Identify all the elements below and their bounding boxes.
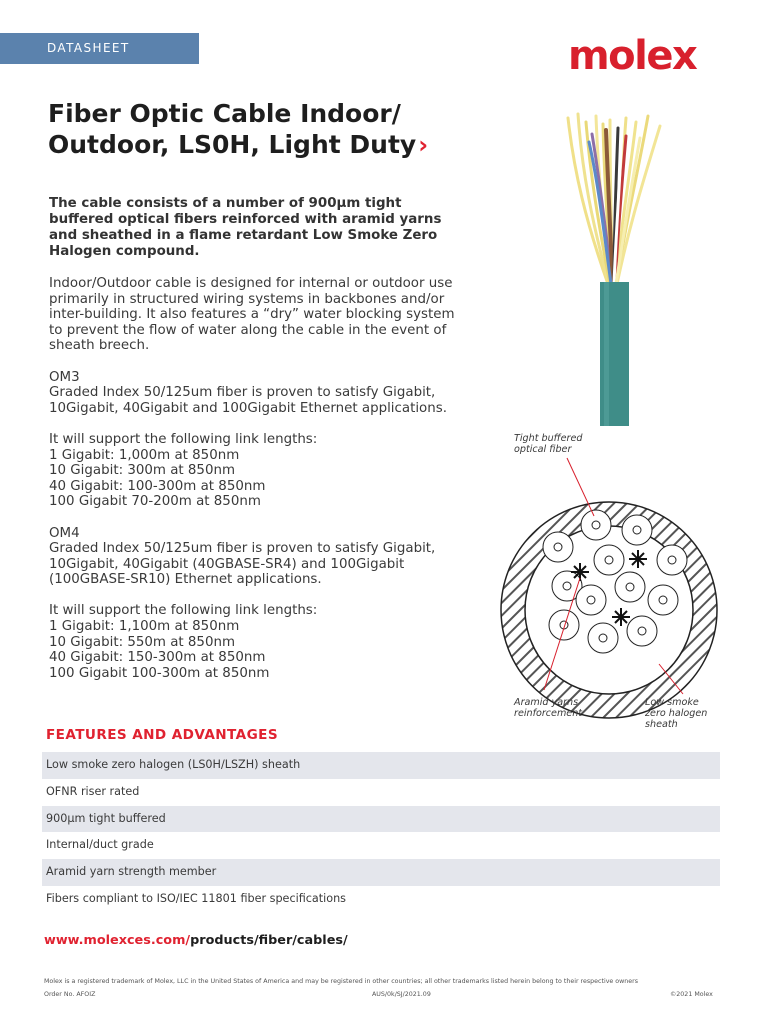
text-line: It will support the following link lengths: (49, 603, 318, 619)
intro-paragraph (49, 196, 479, 260)
text-line: Indoor/Outdoor cable is designed for internal or outdoor use (49, 276, 453, 291)
molex-logo: molex (568, 33, 697, 79)
text-line: It will support the following link lengths: (49, 431, 318, 447)
label-line: zero halogen (645, 708, 708, 719)
text-line: 10Gigabit, 40Gigabit and 100Gigabit Ethernet applications. (49, 400, 447, 416)
intro-line: Halogen compound. (49, 244, 200, 259)
feature-row: Low smoke zero halogen (LS0H/LSZH) sheath (42, 752, 720, 779)
intro-line: buffered optical fibers reinforced with aramid yarns (49, 212, 442, 227)
intro-line: and sheathed in a flame retardant Low Smoke Zero (49, 228, 438, 243)
om4-paragraph (49, 526, 489, 588)
url-path[interactable]: products/fiber/cables/ (190, 933, 348, 948)
intro-line: The cable consists of a number of 900µm tight (49, 196, 402, 211)
label-line: sheath (645, 719, 678, 730)
label-line: Low smoke (645, 697, 699, 708)
product-url-link[interactable] (44, 933, 348, 948)
text-line: to prevent the flow of water along the cable in the event of (49, 322, 447, 338)
text-line: 100 Gigabit 100-300m at 850nm (49, 665, 270, 681)
text-line: 40 Gigabit: 150-300m at 850nm (49, 650, 266, 666)
body-text (49, 276, 489, 697)
title-line-2-text: Outdoor, LS0H, Light Duty (48, 130, 417, 159)
feature-row: OFNR riser rated (46, 784, 140, 798)
description-paragraph (49, 276, 489, 354)
om3-lengths (49, 432, 489, 510)
text-line: (100GBASE-SR10) Ethernet applications. (49, 572, 322, 588)
feature-row: 900µm tight buffered (42, 806, 720, 833)
text-line: 10 Gigabit: 300m at 850nm (49, 463, 235, 479)
feature-row: Fibers compliant to ISO/IEC 11801 fiber specifications (46, 891, 347, 905)
label-line: optical fiber (514, 444, 572, 455)
title-line-1: Fiber Optic Cable Indoor/ (48, 99, 401, 128)
text-line: 1 Gigabit: 1,100m at 850nm (49, 619, 240, 635)
om3-paragraph (49, 370, 489, 417)
label-line: Tight buffered (514, 433, 583, 444)
cable-photo (556, 112, 666, 426)
text-line: 40 Gigabit: 100-300m at 850nm (49, 478, 266, 494)
order-number: Order No. AFOIZ (44, 991, 96, 998)
om4-lengths (49, 603, 489, 681)
text-line: 100 Gigabit 70-200m at 850nm (49, 494, 261, 510)
label-sheath (645, 697, 707, 730)
datasheet-tab: DATASHEET (0, 33, 199, 64)
features-list (42, 752, 720, 913)
text-line: 1 Gigabit: 1,000m at 850nm (49, 447, 240, 463)
om3-heading: OM3 (49, 369, 80, 385)
label-line: Aramid yarns (514, 697, 579, 708)
om4-heading: OM4 (49, 525, 80, 541)
text-line: primarily in structured wiring systems in backbones and/or (49, 291, 445, 307)
feature-row: Aramid yarn strength member (42, 859, 720, 886)
label-tight-buffered (514, 433, 582, 455)
title-line-2 (48, 129, 508, 161)
document-code: AUS/0k/SJ/2021.09 (372, 991, 431, 998)
label-line: reinforcement (514, 708, 583, 719)
text-line: 10 Gigabit: 550m at 850nm (49, 634, 235, 650)
text-line: Graded Index 50/125um fiber is proven to satisfy Gigabit, (49, 385, 436, 401)
feature-row: Internal/duct grade (46, 838, 154, 852)
text-line: 10Gigabit, 40Gigabit (40GBASE-SR4) and 100Gigabit (49, 556, 405, 572)
copyright: ©2021 Molex (670, 991, 713, 998)
trademark-notice: Molex is a registered trademark of Molex, LLC in the United States of America and may be registered in other countries; all other trademarks listed herein belong to their respective owners (44, 978, 639, 985)
text-line: sheath breech. (49, 338, 150, 354)
text-line: inter-building. It also features a “dry” water blocking system (49, 307, 455, 323)
cross-section-diagram (497, 428, 737, 738)
url-domain[interactable]: www.molexces.com/ (44, 933, 191, 948)
label-aramid (514, 697, 582, 719)
text-line: Graded Index 50/125um fiber is proven to satisfy Gigabit, (49, 541, 436, 557)
chevron-right-icon: › (418, 131, 429, 159)
features-heading: FEATURES AND ADVANTAGES (46, 727, 279, 743)
page-title (48, 98, 508, 161)
